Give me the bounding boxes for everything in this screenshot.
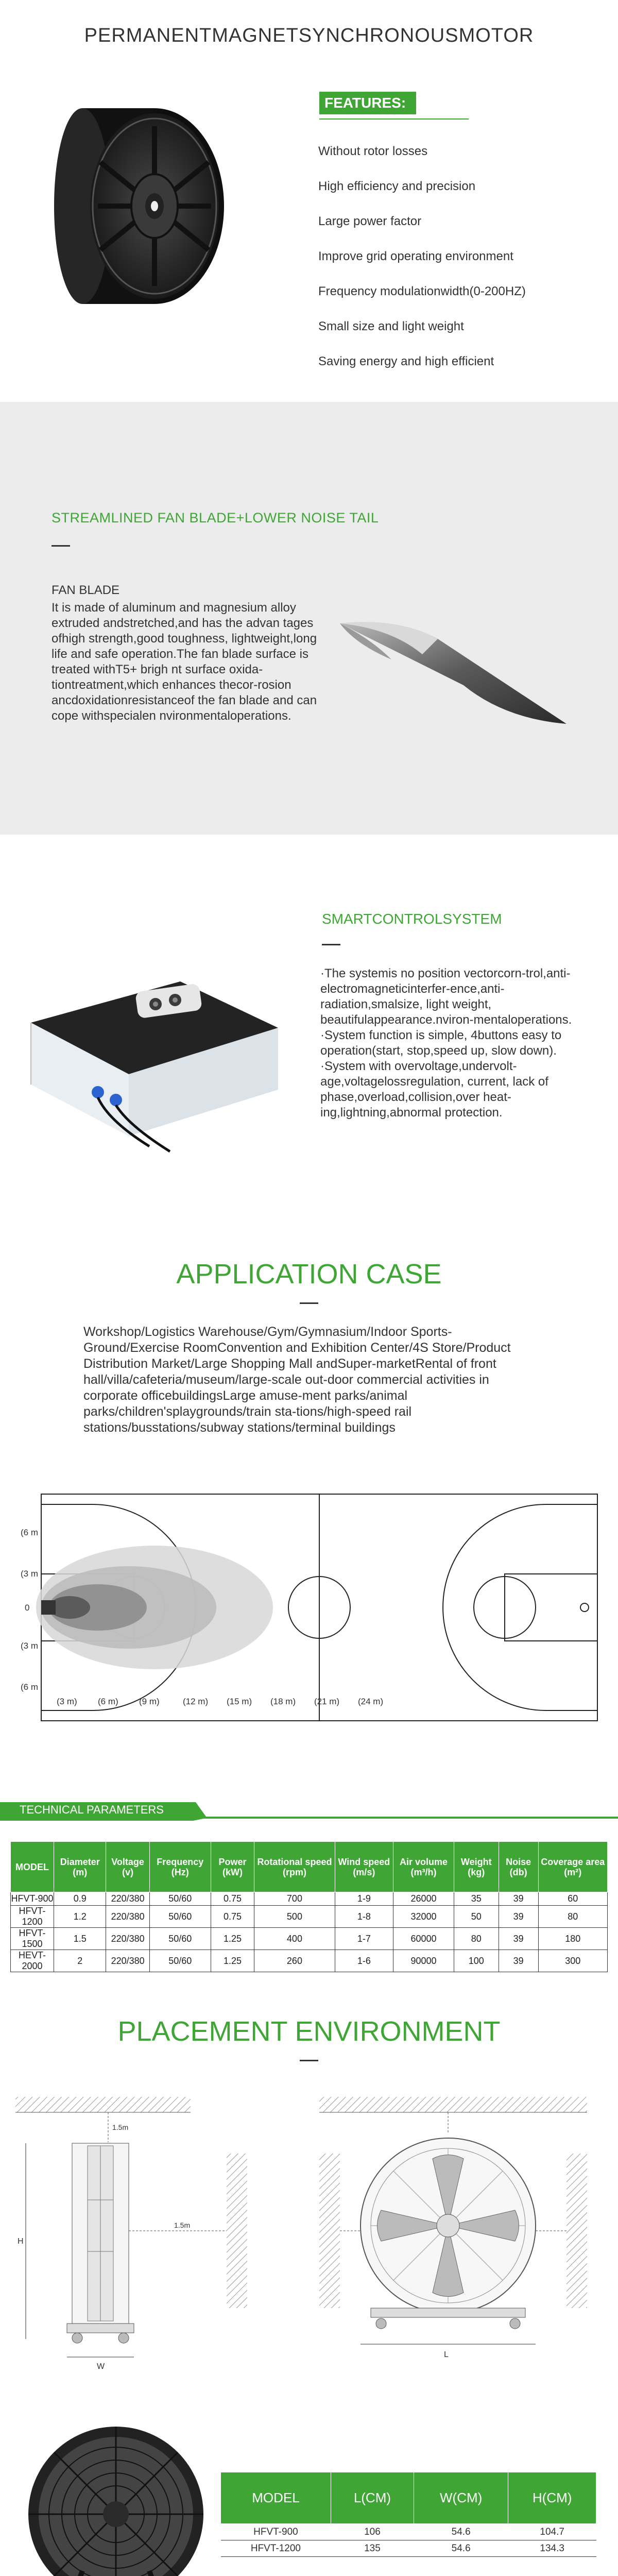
table-cell: 0.9 — [54, 1892, 106, 1906]
feature-item: Large power factor — [318, 214, 422, 228]
placement-title: PLACEMENT ENVIRONMENT — [117, 2016, 501, 2047]
control-paragraph: ·System function is simple, 4buttons easy to operation(start, stop,speed up, slow down). — [320, 1028, 562, 1058]
table-cell: 100 — [454, 1950, 499, 1972]
table-cell: 2 — [54, 1950, 106, 1972]
court-x-label: (12 m) — [183, 1697, 209, 1706]
feature-item: Without rotor losses — [318, 144, 428, 158]
height-label: H — [18, 2237, 24, 2246]
court-x-label: (21 m) — [314, 1697, 340, 1706]
table-cell: 104.7 — [508, 2524, 596, 2540]
table-cell: 700 — [254, 1892, 335, 1906]
table-row — [221, 2540, 596, 2557]
dimension-header-cell: H(CM) — [508, 2472, 596, 2524]
table-cell: 54.6 — [414, 2524, 508, 2540]
feature-item: Saving energy and high efficient — [318, 354, 494, 368]
params-header-cell: Noise (db) — [499, 1842, 538, 1892]
table-cell: 54.6 — [414, 2540, 508, 2557]
controller-box-image — [21, 951, 288, 1167]
heading-dash — [300, 2060, 318, 2061]
table-cell: HFVT-900 — [11, 1892, 54, 1906]
features-underline — [319, 118, 469, 120]
params-header-cell: Voltage (v) — [106, 1842, 149, 1892]
court-y-label: 0 — [25, 1603, 30, 1613]
table-cell: 300 — [538, 1950, 608, 1972]
dimension-header-cell: L(CM) — [331, 2472, 414, 2524]
court-x-label: (15 m) — [227, 1697, 252, 1706]
params-header-cell: MODEL — [11, 1842, 54, 1892]
table-cell: HFVT-1200 — [11, 1906, 54, 1928]
table-cell: 39 — [499, 1950, 538, 1972]
table-cell: 60 — [538, 1892, 608, 1906]
table-cell: 106 — [331, 2524, 414, 2540]
gap-label: 1.5m — [174, 2221, 191, 2229]
dimension-header-cell: W(CM) — [414, 2472, 508, 2524]
mobile-fan-image — [21, 2416, 211, 2576]
court-x-label: (6 m) — [98, 1697, 118, 1706]
court-y-label: (6 m — [21, 1528, 38, 1537]
application-section — [0, 1236, 618, 1788]
params-header-cell: Frequency (Hz) — [149, 1842, 211, 1892]
control-paragraph: ·The systemis no position vectorcorn-trol,anti-electromagneticinterfer-ence,anti-radiation,smalsize, light weight, beautifulappearance.nviron-mentaloperations. — [320, 967, 572, 1027]
court-y-label: (6 m — [21, 1682, 38, 1692]
feature-item: Small size and light weight — [318, 319, 464, 333]
table-cell: 80 — [454, 1928, 499, 1950]
table-row — [11, 1906, 608, 1928]
params-header-cell: Weight (kg) — [454, 1842, 499, 1892]
application-body: Workshop/Logistics Warehouse/Gym/Gymnasium/Indoor Sports-Ground/Exercise RoomConvention and Exhibition Center/4S Store/Product Distribution Market/Large Shopping Mall andSuper-marketRental of front hall/villa/cafeteria/museum/large-scale out-door commercial activities in corporate officebuildingsLarge amuse-ment parks/animal parks/children'splaygrounds/train sta-tions/high-speed rail stations/busstations/subway stations/terminal buildings — [83, 1325, 511, 1435]
table-row — [221, 2524, 596, 2540]
table-cell: 260 — [254, 1950, 335, 1972]
params-table — [10, 1841, 608, 1972]
table-cell: 220/380 — [106, 1892, 149, 1906]
params-band-label: TECHNICAL PARAMETERS — [20, 1803, 164, 1816]
table-cell: 50/60 — [149, 1950, 211, 1972]
table-cell: 50/60 — [149, 1892, 211, 1906]
table-cell: 50/60 — [149, 1928, 211, 1950]
params-section — [0, 1788, 618, 2014]
table-cell: 1.25 — [211, 1928, 254, 1950]
table-cell: 1-7 — [335, 1928, 393, 1950]
table-cell: HFVT-1200 — [221, 2540, 331, 2557]
table-cell: 1-8 — [335, 1906, 393, 1928]
control-section — [0, 835, 618, 1236]
table-cell: 1-6 — [335, 1950, 393, 1972]
table-cell: 135 — [331, 2540, 414, 2557]
table-cell: 39 — [499, 1892, 538, 1906]
court-y-label: (3 m — [21, 1641, 38, 1651]
features-list — [318, 144, 526, 389]
side-view-drawing — [10, 2097, 288, 2375]
params-header-cell: Diameter (m) — [54, 1842, 106, 1892]
table-row — [11, 1950, 608, 1972]
table-cell: 1.25 — [211, 1950, 254, 1972]
court-x-label: (9 m) — [139, 1697, 160, 1706]
placement-section — [0, 2014, 618, 2576]
control-paragraph: ·System with overvoltage,undervolt-age,voltagelossregulation, current, lack of phase,overload,collision,over heat-ing,lightning,abnormal protection. — [320, 1059, 548, 1120]
dimension-table — [220, 2472, 596, 2557]
control-body — [320, 966, 598, 1121]
params-header-cell: Power (kW) — [211, 1842, 254, 1892]
table-cell: 0.75 — [211, 1906, 254, 1928]
table-row — [11, 1928, 608, 1950]
heading-dash — [300, 1302, 318, 1304]
table-cell: 1-9 — [335, 1892, 393, 1906]
table-cell: 1.2 — [54, 1906, 106, 1928]
length-label: L — [444, 2350, 449, 2359]
params-header-cell: Air volume (m³/h) — [393, 1842, 454, 1892]
table-cell: 1.5 — [54, 1928, 106, 1950]
court-x-label: (3 m) — [57, 1697, 77, 1706]
feature-item: Improve grid operating environment — [318, 249, 513, 263]
heading-dash — [322, 944, 340, 945]
table-cell: 39 — [499, 1906, 538, 1928]
table-cell: 220/380 — [106, 1950, 149, 1972]
table-cell: 26000 — [393, 1892, 454, 1906]
params-header-cell: Coverage area (m²) — [538, 1842, 608, 1892]
blade-subheading: FAN BLADE — [52, 583, 120, 597]
court-y-label: (3 m — [21, 1569, 38, 1579]
params-header-cell: Rotational speed (rpm) — [254, 1842, 335, 1892]
application-title: APPLICATION CASE — [176, 1259, 442, 1290]
features-badge: FEATURES: — [319, 92, 416, 114]
blade-heading: STREAMLINED FAN BLADE+LOWER NOISE TAIL — [52, 510, 379, 526]
front-view-drawing — [309, 2097, 608, 2375]
feature-item: High efficiency and precision — [318, 179, 476, 193]
motor-title: PERMANENTMAGNETSYNCHRONOUSMOTOR — [84, 25, 534, 46]
control-heading: SMARTCONTROLSYSTEM — [322, 911, 502, 927]
table-cell: 0.75 — [211, 1892, 254, 1906]
table-cell: 90000 — [393, 1950, 454, 1972]
table-cell: 50/60 — [149, 1906, 211, 1928]
table-cell: 80 — [538, 1906, 608, 1928]
feature-item: Frequency modulationwidth(0-200HZ) — [318, 284, 526, 298]
motor-section — [0, 0, 618, 402]
table-cell: 32000 — [393, 1906, 454, 1928]
court-x-label: (24 m) — [358, 1697, 384, 1706]
params-header-cell: Wind speed (m/s) — [335, 1842, 393, 1892]
table-cell: 35 — [454, 1892, 499, 1906]
fan-blade-image — [335, 608, 572, 732]
width-label: W — [97, 2362, 105, 2371]
blade-section — [0, 402, 618, 835]
table-cell: 60000 — [393, 1928, 454, 1950]
court-x-label: (18 m) — [270, 1697, 296, 1706]
table-cell: HEVT-2000 — [11, 1950, 54, 1972]
blade-body: It is made of aluminum and magnesium alloy extruded andstretched,and has the advan tages ofhigh strength,good toughness, lightweight,long life and safe operation.The fan blade surface is treated withT5+ brigh nt surface oxida-tiontreatment,which enhances thecor-rosion ancdoxidationresistanceof the fan blade and can cope withspecialen nvironmentaloperations. — [52, 601, 317, 723]
table-cell: 220/380 — [106, 1906, 149, 1928]
table-cell: 180 — [538, 1928, 608, 1950]
table-cell: 50 — [454, 1906, 499, 1928]
dimension-header-cell: MODEL — [221, 2472, 331, 2524]
table-cell: 220/380 — [106, 1928, 149, 1950]
dimension-header-row — [221, 2472, 596, 2524]
heading-dash — [52, 545, 70, 547]
table-cell: 400 — [254, 1928, 335, 1950]
court-coverage-diagram — [21, 1489, 613, 1731]
table-row — [11, 1892, 608, 1906]
motor-image — [52, 90, 227, 317]
table-cell: 134.3 — [508, 2540, 596, 2557]
table-cell: 500 — [254, 1906, 335, 1928]
table-cell: HFVT-1500 — [11, 1928, 54, 1950]
params-header-row — [11, 1842, 608, 1892]
top-dim-label: 1.5m — [112, 2123, 129, 2131]
table-cell: 39 — [499, 1928, 538, 1950]
table-cell: HFVT-900 — [221, 2524, 331, 2540]
